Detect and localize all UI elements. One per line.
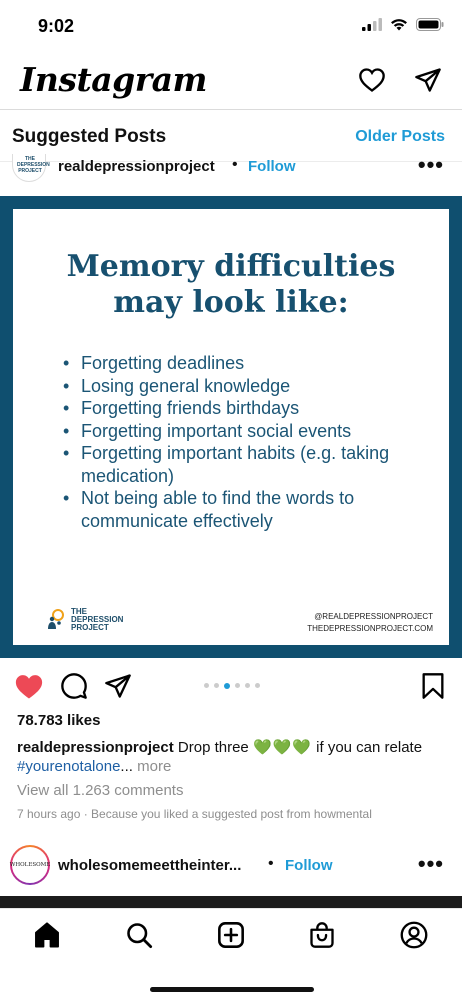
brand-website: THEDEPRESSIONPROJECT.COM [307, 624, 433, 633]
carousel-dot [214, 683, 219, 688]
brand-contact [307, 611, 433, 635]
caption-more-link[interactable]: more [137, 758, 172, 775]
carousel-dot [235, 683, 240, 688]
status-bar [0, 0, 462, 54]
brand-line2: DEPRESSION [71, 615, 124, 624]
instagram-logo[interactable]: Instagram [20, 60, 207, 99]
brand-line3: PROJECT [71, 623, 109, 632]
separator-dot: • [232, 156, 238, 173]
follow-button[interactable]: Follow [248, 158, 296, 175]
next-post-image-preview[interactable] [0, 896, 462, 908]
next-avatar-text: WHOLESOME [12, 847, 48, 883]
brand-text [71, 608, 123, 632]
post-meta: 7 hours ago · Because you liked a suggested post from howmental [17, 807, 372, 821]
likes-count[interactable]: 78.783 likes [17, 712, 101, 729]
brand-logo [45, 608, 123, 632]
list-item: • Not being able to find the words to communicate effectively [63, 487, 433, 532]
caption-text-before: Drop three [177, 739, 249, 756]
brand-line1: THE [71, 607, 87, 616]
list-item: • Losing general knowledge [63, 375, 433, 398]
home-icon[interactable] [33, 921, 61, 949]
comment-icon[interactable] [60, 672, 88, 700]
list-item: • Forgetting deadlines [63, 352, 433, 375]
direct-message-icon[interactable] [414, 66, 442, 94]
share-icon[interactable] [104, 672, 132, 700]
app-header [0, 54, 462, 110]
card-title-line1: Memory difficulties [66, 249, 396, 284]
caption-ellipsis: ... [120, 758, 133, 775]
shop-icon[interactable] [308, 921, 336, 949]
view-comments-link[interactable]: View all 1.263 comments [17, 782, 184, 799]
next-post-avatar[interactable] [10, 845, 50, 885]
post-caption [17, 738, 447, 776]
suggested-posts-title: Suggested Posts [12, 126, 167, 147]
activity-heart-icon[interactable] [358, 66, 386, 94]
more-options-icon[interactable]: ••• [417, 152, 444, 177]
caption-username[interactable]: realdepressionproject [17, 739, 174, 756]
bottom-tab-bar [0, 908, 462, 1000]
save-bookmark-icon[interactable] [420, 672, 446, 700]
post-card [13, 209, 449, 645]
carousel-dot [245, 683, 250, 688]
depression-project-logo-icon [45, 609, 67, 631]
create-icon[interactable] [217, 921, 245, 949]
post-image[interactable] [0, 196, 462, 658]
search-icon[interactable] [125, 921, 153, 949]
next-more-options-icon[interactable]: ••• [417, 851, 444, 876]
older-posts-link[interactable]: Older Posts [355, 128, 445, 145]
carousel-indicator [204, 683, 260, 689]
green-hearts-emoji: 💚💚💚 [252, 739, 312, 756]
next-follow-button[interactable]: Follow [285, 857, 333, 874]
wifi-icon [390, 18, 408, 31]
battery-icon [416, 18, 444, 31]
next-post-username[interactable]: wholesomemeettheinter... [58, 857, 242, 874]
carousel-dot [204, 683, 209, 688]
card-title [13, 249, 449, 321]
profile-icon[interactable] [400, 921, 428, 949]
post-username[interactable]: realdepressionproject [58, 158, 215, 175]
status-time: 9:02 [38, 16, 75, 36]
post-header [0, 152, 462, 196]
suggested-posts-bar [0, 110, 462, 162]
home-indicator [150, 987, 314, 992]
card-list [63, 352, 433, 532]
list-item: • Forgetting important social events [63, 420, 433, 443]
post-avatar[interactable] [12, 154, 50, 182]
carousel-dot [255, 683, 260, 688]
list-item: • Forgetting friends birthdays [63, 397, 433, 420]
brand-handle: @REALDEPRESSIONPROJECT [314, 612, 433, 621]
caption-text-after: if you can relate [316, 739, 423, 756]
status-icons [362, 18, 444, 31]
avatar-logo-text: THE DEPRESSION PROJECT [17, 156, 50, 174]
next-post-header [0, 842, 462, 892]
carousel-dot-active [224, 683, 230, 689]
separator-dot: • [268, 855, 274, 872]
caption-hashtag[interactable]: #yourenotalone [17, 758, 121, 775]
signal-icon [362, 18, 382, 31]
card-title-line2: may look like: [113, 285, 349, 320]
list-item: • Forgetting important habits (e.g. taking medication) [63, 442, 433, 487]
like-heart-icon[interactable] [14, 672, 44, 700]
post-action-bar [0, 664, 462, 708]
